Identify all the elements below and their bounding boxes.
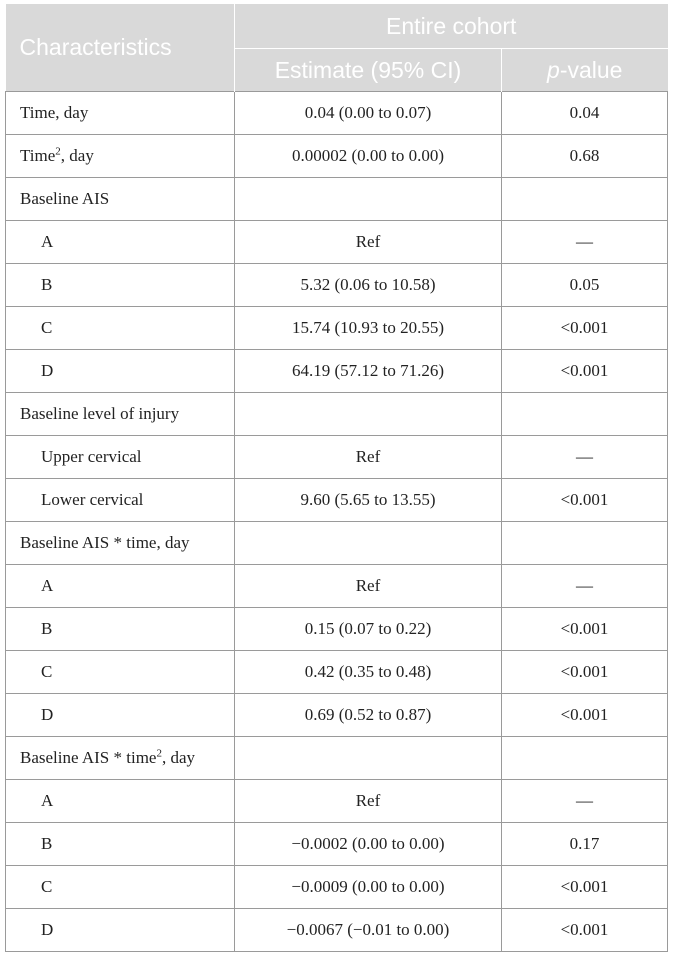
- row-label: B: [6, 823, 235, 866]
- row-estimate: −0.0009 (0.00 to 0.00): [235, 866, 502, 909]
- row-estimate: 0.42 (0.35 to 0.48): [235, 651, 502, 694]
- row-label: Lower cervical: [6, 479, 235, 522]
- header-entire-cohort: Entire cohort: [235, 4, 668, 49]
- table-row: [6, 135, 668, 178]
- row-p-value: <0.001: [502, 909, 668, 952]
- row-estimate: Ref: [235, 565, 502, 608]
- table-row: [6, 608, 668, 651]
- row-p-value: —: [502, 436, 668, 479]
- row-label: Time, day: [6, 92, 235, 135]
- row-p-value: 0.05: [502, 264, 668, 307]
- table-row: [6, 823, 668, 866]
- table-row: [6, 178, 668, 221]
- row-estimate: 15.74 (10.93 to 20.55): [235, 307, 502, 350]
- table-row: [6, 393, 668, 436]
- row-label: Baseline level of injury: [6, 393, 235, 436]
- row-p-value: <0.001: [502, 307, 668, 350]
- row-label: A: [6, 565, 235, 608]
- results-table: [5, 4, 668, 952]
- table-row: [6, 92, 668, 135]
- row-label-suffix: , day: [161, 748, 196, 767]
- row-label: Upper cervical: [6, 436, 235, 479]
- row-label: B: [6, 608, 235, 651]
- table-row: [6, 522, 668, 565]
- row-estimate: [235, 737, 502, 780]
- row-p-value: —: [502, 780, 668, 823]
- row-estimate: [235, 522, 502, 565]
- table-header: [6, 4, 668, 92]
- table-row: [6, 479, 668, 522]
- header-estimate: Estimate (95% CI): [235, 49, 502, 92]
- row-p-value: 0.68: [502, 135, 668, 178]
- row-label: C: [6, 866, 235, 909]
- row-label-superscript: 2: [55, 145, 61, 158]
- row-label: D: [6, 909, 235, 952]
- table-row: [6, 737, 668, 780]
- row-p-value: 0.04: [502, 92, 668, 135]
- row-p-value: <0.001: [502, 350, 668, 393]
- table-row: [6, 651, 668, 694]
- table-row: [6, 350, 668, 393]
- row-estimate: 0.04 (0.00 to 0.07): [235, 92, 502, 135]
- row-label: D: [6, 694, 235, 737]
- row-p-value: [502, 393, 668, 436]
- table-row: [6, 565, 668, 608]
- row-p-value: —: [502, 221, 668, 264]
- row-estimate: Ref: [235, 780, 502, 823]
- table-row: [6, 694, 668, 737]
- row-label: D: [6, 350, 235, 393]
- table-row: [6, 264, 668, 307]
- row-p-value: —: [502, 565, 668, 608]
- row-p-value: [502, 522, 668, 565]
- row-estimate: −0.0067 (−0.01 to 0.00): [235, 909, 502, 952]
- row-p-value: 0.17: [502, 823, 668, 866]
- row-label-suffix: , day: [60, 146, 94, 165]
- table-row: [6, 866, 668, 909]
- row-p-value: [502, 737, 668, 780]
- row-estimate: [235, 178, 502, 221]
- row-p-value: <0.001: [502, 479, 668, 522]
- table-row: [6, 307, 668, 350]
- row-estimate: 0.00002 (0.00 to 0.00): [235, 135, 502, 178]
- row-label-text: Baseline AIS * time: [20, 748, 157, 767]
- row-estimate: 0.15 (0.07 to 0.22): [235, 608, 502, 651]
- row-p-value: <0.001: [502, 694, 668, 737]
- row-estimate: Ref: [235, 221, 502, 264]
- row-label-text: Time: [20, 146, 56, 165]
- row-label: Baseline AIS: [6, 178, 235, 221]
- header-p-rest: -value: [559, 56, 623, 83]
- row-label: A: [6, 780, 235, 823]
- row-p-value: <0.001: [502, 651, 668, 694]
- row-estimate: −0.0002 (0.00 to 0.00): [235, 823, 502, 866]
- row-estimate: 5.32 (0.06 to 10.58): [235, 264, 502, 307]
- row-label: B: [6, 264, 235, 307]
- row-label: A: [6, 221, 235, 264]
- table-row: [6, 780, 668, 823]
- table-row: [6, 436, 668, 479]
- row-label: C: [6, 307, 235, 350]
- row-p-value: [502, 178, 668, 221]
- table-row: [6, 221, 668, 264]
- row-label-superscript: 2: [156, 747, 162, 760]
- row-estimate: 64.19 (57.12 to 71.26): [235, 350, 502, 393]
- row-p-value: <0.001: [502, 608, 668, 651]
- row-label: C: [6, 651, 235, 694]
- row-p-value: <0.001: [502, 866, 668, 909]
- row-label: [6, 737, 235, 780]
- header-p-value: [502, 49, 668, 92]
- row-estimate: Ref: [235, 436, 502, 479]
- row-estimate: [235, 393, 502, 436]
- row-estimate: 0.69 (0.52 to 0.87): [235, 694, 502, 737]
- row-estimate: 9.60 (5.65 to 13.55): [235, 479, 502, 522]
- row-label: Baseline AIS * time, day: [6, 522, 235, 565]
- table-row: [6, 909, 668, 952]
- header-characteristics: Characteristics: [6, 4, 235, 92]
- header-p-italic: p: [547, 56, 560, 83]
- row-label: [6, 135, 235, 178]
